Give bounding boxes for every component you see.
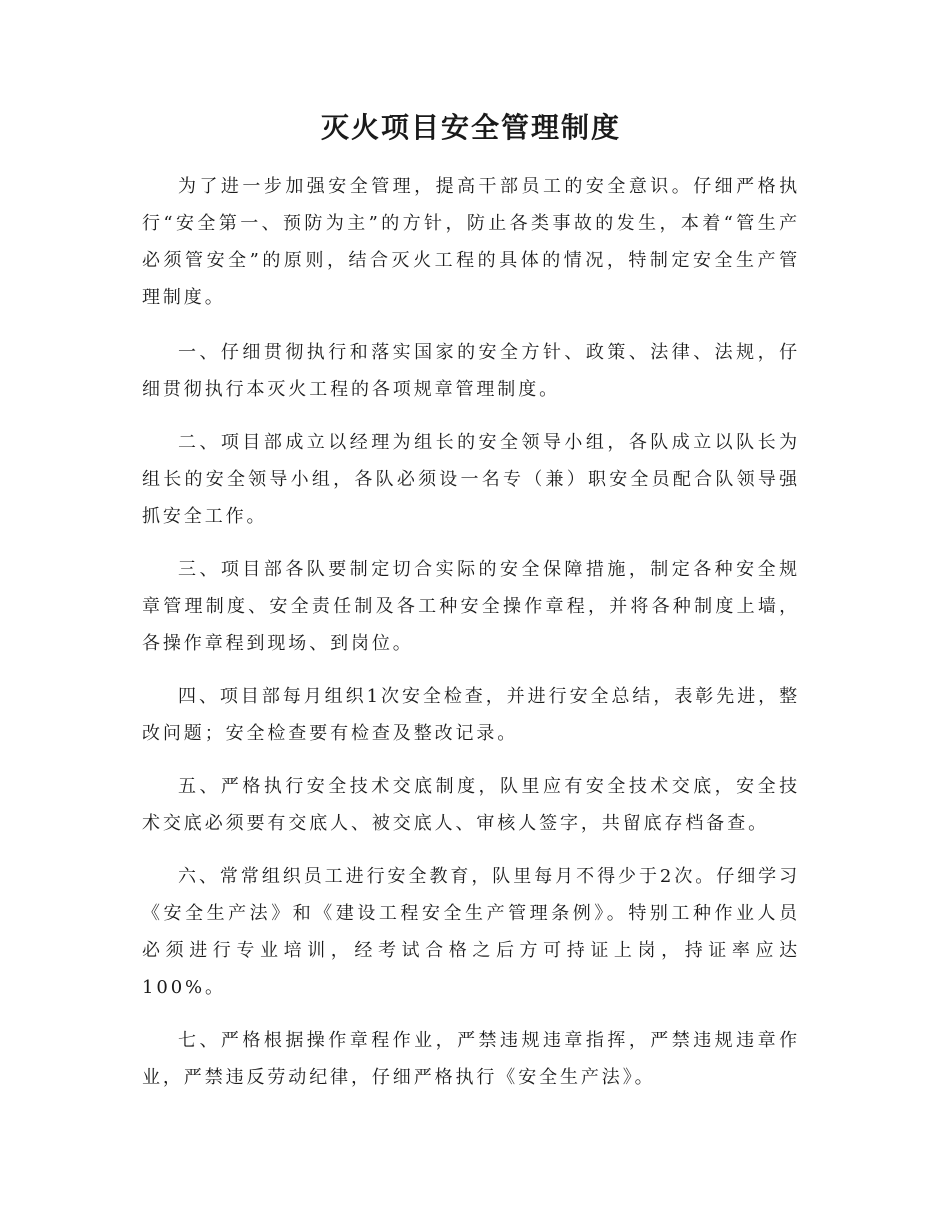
intro-paragraph: 为了进一步加强安全管理，提高干部员工的安全意识。仔细严格执行“安全第一、预防为主”的方针，防止各类事故的发生，本着“管生产必须管安全”的原则，结合灭火工程的具体的情况，特制定安全生产管理制度。 [142,176,800,308]
clause-paragraph-5: 五、严格执行安全技术交底制度，队里应有安全技术交底，安全技术交底必须要有交底人、被交底人、审核人签字，共留底存档备查。 [142,776,800,834]
clause-paragraph-6: 六、常常组织员工进行安全教育，队里每月不得少于2次。仔细学习《安全生产法》和《建设工程安全生产管理条例》。特别工种作业人员必须进行专业培训，经考试合格之后方可持证上岗，持证率应达100%。 [142,866,800,998]
document-title: 灭火项目安全管理制度 [320,111,621,144]
clause-paragraph-2: 二、项目部成立以经理为组长的安全领导小组，各队成立以队长为组长的安全领导小组，各队必须设一名专（兼）职安全员配合队领导强抓安全工作。 [142,432,800,527]
clause-paragraph-4: 四、项目部每月组织1次安全检查，并进行安全总结，表彰先进，整改问题；安全检查要有检查及整改记录。 [142,686,800,744]
clause-paragraph-3: 三、项目部各队要制定切合实际的安全保障措施，制定各种安全规章管理制度、安全责任制及各工种安全操作章程，并将各种制度上墙，各操作章程到现场、到岗位。 [142,559,800,654]
clause-paragraph-1: 一、仔细贯彻执行和落实国家的安全方针、政策、法律、法规，仔细贯彻执行本灭火工程的各项规章管理制度。 [142,342,800,400]
clause-paragraph-7: 七、严格根据操作章程作业，严禁违规违章指挥，严禁违规违章作业，严禁违反劳动纪律，仔细严格执行《安全生产法》。 [142,1030,800,1088]
